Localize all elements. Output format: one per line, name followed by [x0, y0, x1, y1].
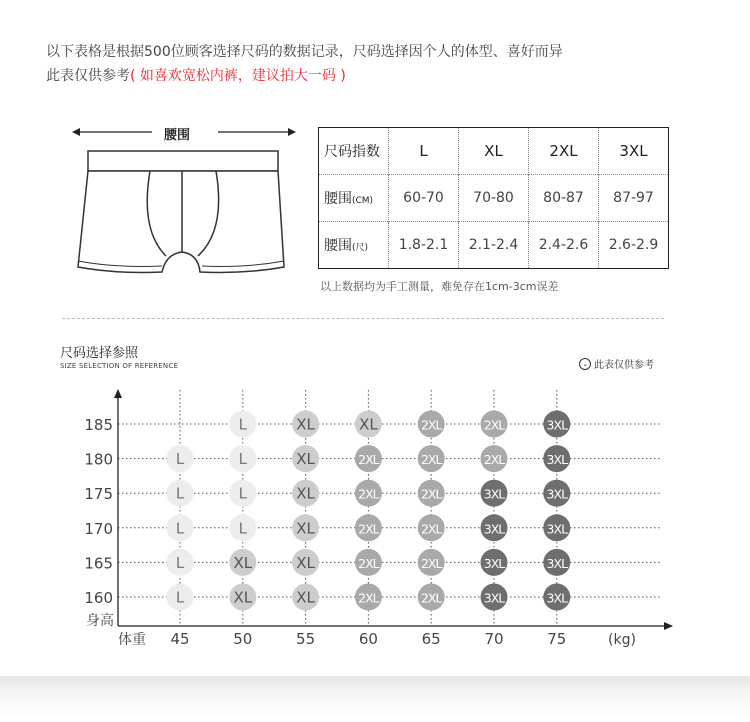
x-axis-unit: (kg): [608, 632, 636, 648]
x-tick-label: 55: [296, 630, 316, 648]
table-cell: 1.8-2.1: [389, 222, 459, 269]
row-label-text: 腰围: [324, 191, 352, 207]
size-marker-label: 3XL: [483, 555, 505, 571]
size-marker-label: L: [175, 484, 185, 503]
y-tick-label: 175: [84, 485, 113, 504]
size-marker-label: XL: [296, 553, 315, 572]
size-header-cell: L: [389, 128, 459, 175]
row-label-text: 腰围: [324, 238, 352, 254]
size-marker-label: 2XL: [358, 555, 379, 571]
chevron-down-icon: ⌄: [579, 358, 591, 370]
x-axis-label: 体重: [118, 632, 146, 648]
intro-line-1: 以下表格是根据500位顾客选择尺码的数据记录，尺码选择因个人的体型、喜好而异: [46, 44, 563, 60]
table-cell: 87-97: [599, 175, 669, 222]
size-marker-label: 2XL: [358, 486, 379, 502]
size-marker-label: 2XL: [420, 486, 442, 502]
size-marker-label: 3XL: [546, 521, 568, 537]
table-cell: 60-70: [389, 175, 459, 222]
size-marker-label: 2XL: [358, 452, 379, 468]
table-cell: 2.4-2.6: [529, 222, 599, 269]
table-cell: 2.1-2.4: [459, 222, 529, 269]
size-marker-label: 2XL: [420, 590, 442, 606]
size-marker-label: XL: [296, 588, 315, 607]
table-cell: 2.6-2.9: [599, 222, 669, 269]
x-tick-label: 70: [484, 630, 504, 648]
bottom-shadow: [0, 676, 750, 722]
size-marker-label: 3XL: [546, 417, 568, 433]
waist-label: 腰围: [158, 124, 196, 143]
row-unit: (CM): [352, 196, 374, 206]
size-marker-label: 2XL: [358, 590, 379, 606]
x-tick-label: 50: [233, 630, 253, 648]
size-marker-label: 3XL: [483, 486, 505, 502]
size-marker-label: 3XL: [546, 486, 568, 502]
size-marker-label: 2XL: [483, 452, 505, 468]
size-marker-label: XL: [359, 415, 378, 434]
size-marker-label: L: [175, 553, 185, 572]
size-index-label: 尺码指数: [324, 144, 380, 160]
size-marker-label: 2XL: [358, 521, 379, 537]
y-tick-label: 160: [84, 589, 113, 607]
size-marker-label: 3XL: [483, 590, 505, 606]
size-marker-label: 3XL: [483, 521, 505, 537]
x-tick-label: 60: [358, 630, 378, 648]
size-marker-label: 2XL: [420, 555, 442, 571]
row-unit: (尺): [352, 243, 369, 253]
size-marker-label: 2XL: [420, 521, 442, 537]
size-marker-label: L: [238, 450, 247, 469]
size-header-cell: 3XL: [599, 128, 669, 175]
size-marker-label: 3XL: [546, 590, 568, 606]
size-marker-label: XL: [296, 415, 315, 434]
y-tick-label: 185: [84, 416, 113, 434]
size-header-cell: 2XL: [529, 128, 599, 175]
size-marker-label: L: [238, 484, 247, 503]
table-cell: 70-80: [459, 175, 529, 222]
table-note: 以上数据均为手工测量，难免存在1cm-3cm误差: [320, 280, 559, 293]
size-marker-label: L: [175, 588, 185, 607]
reference-note-text: 此表仅供参考: [594, 360, 654, 371]
size-marker-label: 2XL: [420, 417, 442, 433]
size-marker-label: XL: [233, 588, 253, 607]
y-axis-arrow: [114, 389, 122, 398]
x-tick-label: 65: [421, 630, 441, 648]
table-cell: 80-87: [529, 175, 599, 222]
intro-line-2-note: ( 如喜欢宽松内裤，建议拍大一码 ): [130, 68, 346, 84]
intro-line-2-prefix: 此表仅供参考: [46, 68, 130, 84]
size-marker-label: L: [238, 519, 247, 538]
y-tick-label: 180: [84, 450, 113, 469]
x-tick-label: 45: [170, 630, 190, 648]
chart-subtitle: SIZE SELECTION OF REFERENCE: [60, 362, 179, 370]
chart-title: 尺码选择参照: [60, 346, 139, 361]
size-marker-label: 3XL: [546, 555, 568, 571]
size-marker-label: XL: [233, 553, 253, 572]
x-tick-label: 75: [547, 630, 567, 648]
size-marker-label: XL: [296, 450, 315, 469]
size-header-cell: XL: [459, 128, 529, 175]
size-marker-label: 2XL: [420, 452, 442, 468]
size-marker-label: 3XL: [546, 452, 568, 468]
size-marker-label: L: [238, 415, 247, 434]
y-tick-label: 165: [84, 554, 113, 573]
y-tick-label: 170: [84, 519, 113, 538]
size-marker-label: L: [175, 450, 185, 469]
x-axis-arrow: [664, 622, 673, 630]
size-marker-label: XL: [296, 484, 315, 503]
size-marker-label: XL: [296, 519, 315, 538]
size-marker-label: 2XL: [483, 417, 505, 433]
y-axis-label: 身高: [86, 613, 114, 629]
size-marker-label: L: [175, 519, 185, 538]
